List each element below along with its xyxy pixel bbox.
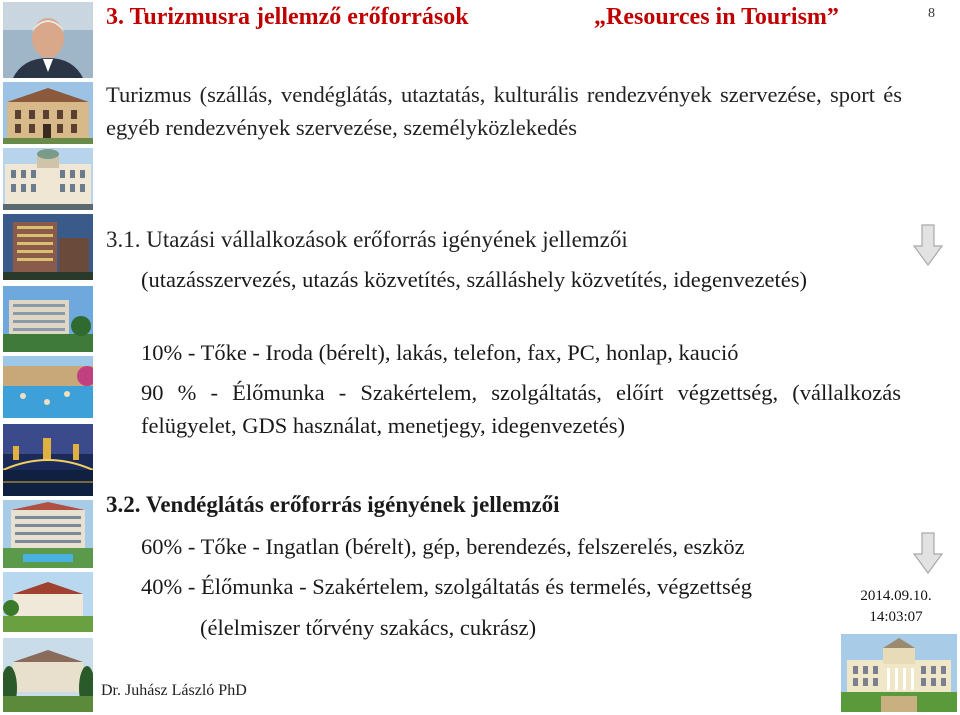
date-time-stamp xyxy=(848,586,944,628)
section-3-1-heading: 3.1. Utazási vállalkozások erőforrás igényének jellemzői xyxy=(106,227,628,252)
date: 2014.09.10. xyxy=(860,588,932,604)
photo-palace-hotel xyxy=(3,148,93,210)
down-arrow-icon[interactable] xyxy=(913,224,943,266)
page-number: 8 xyxy=(928,6,935,21)
photo-manor-house xyxy=(3,638,93,712)
section-3-2-labour: 40% - Élőmunka - Szakértelem, szolgáltatás és termelés, végzettség xyxy=(141,574,753,599)
photo-resort xyxy=(3,286,93,352)
section-3-1-capital: 10% - Tőke - Iroda (bérelt), lakás, telefon, fax, PC, honlap, kaució xyxy=(141,340,739,365)
section-3-2-capital: 60% - Tőke - Ingatlan (bérelt), gép, berendezés, felszerelés, eszköz xyxy=(141,534,745,559)
photo-palace xyxy=(841,634,957,712)
section-3-2-heading: 3.2. Vendéglátás erőforrás igényének jellemzői xyxy=(106,492,560,517)
author-name: Dr. Juhász László PhD xyxy=(101,682,247,699)
photo-spa-hotel xyxy=(3,500,93,568)
down-arrow-icon[interactable] xyxy=(913,532,943,574)
section-3-1-labour: 90 % - Élőmunka - Szakértelem, szolgáltatás, előírt végzettség, (vállalkozás felügyelet, GDS használat, menetjegy, idegenvezetés) xyxy=(141,380,901,438)
slide-title-english: „Resources in Tourism” xyxy=(594,4,839,30)
photo-historic-building xyxy=(3,82,93,144)
time: 14:03:07 xyxy=(869,609,923,625)
photo-strip xyxy=(0,0,96,715)
section-3-2-labour-detail: (élelmiszer tőrvény szakács, cukrász) xyxy=(200,615,537,640)
author-portrait xyxy=(3,2,93,78)
slide-title-hungarian: 3. Turizmusra jellemző erőforrások xyxy=(106,4,469,30)
photo-thermal-pool xyxy=(3,356,93,418)
intro-paragraph: Turizmus (szállás, vendéglátás, utaztatás, kulturális rendezvények szervezése, sport és egyéb rendezvények szervezése, személyközlekedés xyxy=(106,82,902,140)
photo-modern-hotel xyxy=(3,214,93,280)
section-3-1-scope: (utazásszervezés, utazás közvetítés, szálláshely közvetítés, idegenvezetés) xyxy=(141,267,807,292)
photo-budapest-bridge xyxy=(3,424,93,496)
photo-countryside-inn xyxy=(3,572,93,632)
